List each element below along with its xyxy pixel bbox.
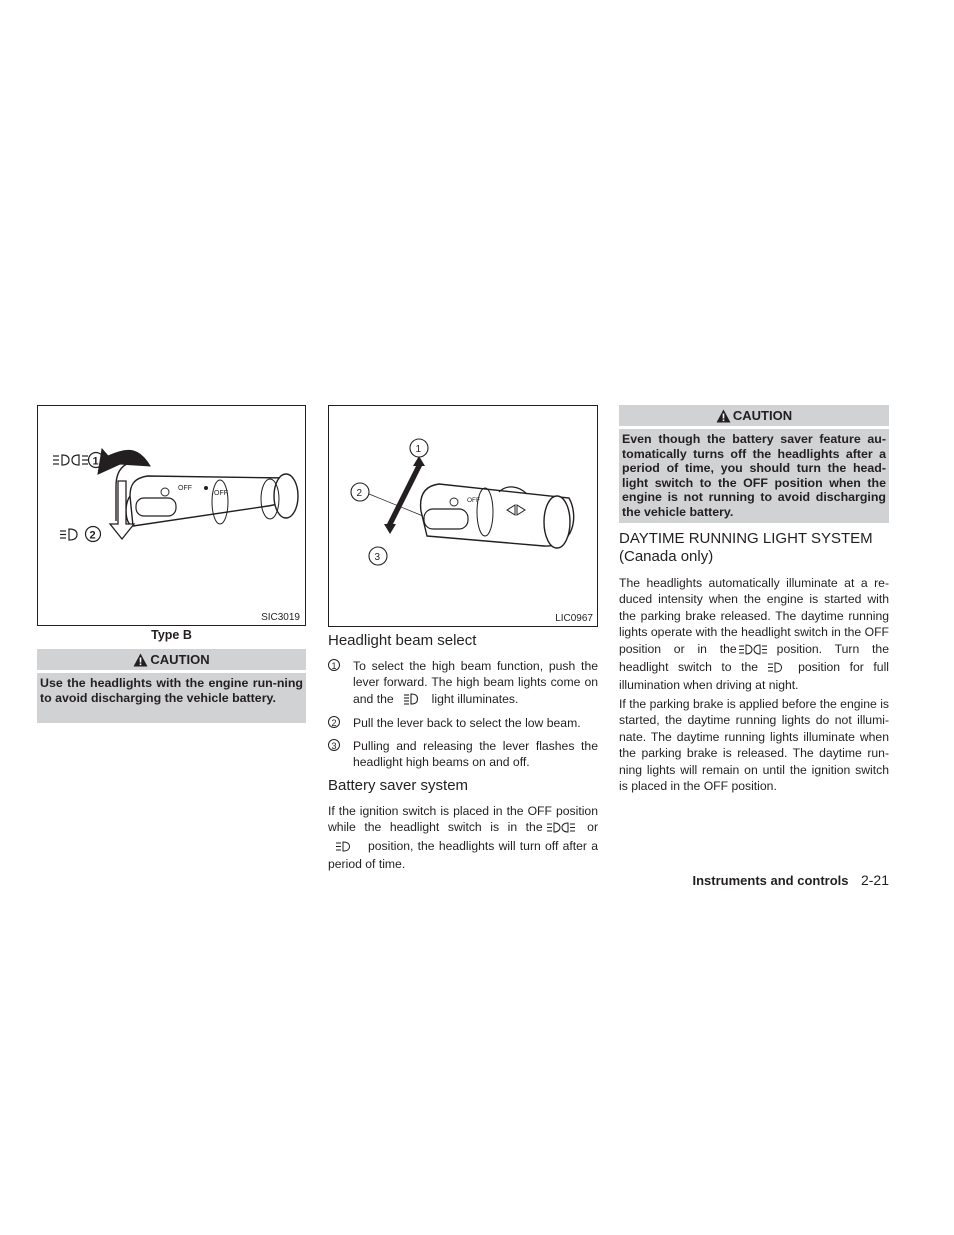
section-title-daytime-running-light [619, 530, 894, 566]
parking-light-icon [547, 822, 575, 833]
parking-light-icon [53, 455, 88, 465]
item-text: Pull the lever back to select the low beam. [353, 716, 581, 730]
illus-number-2: 2 [89, 529, 96, 542]
headlight-icon [336, 841, 350, 852]
figure-headlight-switch-type-b [37, 405, 306, 626]
item-number: 2 [328, 716, 340, 728]
high-beam-indicator-icon [404, 693, 418, 705]
caution-label: CAUTION [150, 652, 210, 667]
headlight-icon [768, 662, 782, 673]
footer-section-name: Instruments and controls [692, 873, 849, 888]
para1-part-a: The headlights automatically illuminate at a re-duced intensity when the engine is started with the parking brake released. The daytime running lights operate with the headlight switch in the OFF position or in the [619, 576, 889, 656]
item-text: To select the high beam function, push the lever forward. The high beam lights come on and the [353, 659, 598, 706]
battery-text-3: position, the headlights will turn off after a period of time. [328, 838, 598, 872]
para1-part-c: position for full illumination when driving at night. [619, 660, 889, 693]
caution-body-left: Use the headlights with the engine run-ning to avoid discharging the vehicle battery. [37, 673, 306, 723]
para1-part-b: position. Turn the headlight switch to the [619, 641, 889, 675]
list-item-3 [328, 738, 598, 771]
illus-off-label-1: OFF [178, 485, 192, 492]
illus-off-label-2: OFF [214, 490, 228, 497]
item-text: Pulling and releasing the lever flashes the headlight high beams on and off. [353, 739, 598, 770]
fig-label-1: 1 [415, 444, 422, 455]
list-item-2 [328, 715, 598, 731]
section-title-line2: (Canada only) [619, 548, 714, 565]
item-text-after: light illuminates. [431, 691, 519, 706]
section-title-headlight-beam-select: Headlight beam select [328, 632, 477, 649]
caution-heading-left [37, 649, 306, 670]
caution-label: CAUTION [732, 408, 793, 423]
daytime-paragraph-1 [619, 575, 889, 694]
fig-label-2: 2 [356, 488, 363, 499]
item-number: 1 [328, 659, 340, 671]
illus-off-label: OFF [467, 497, 480, 504]
warning-triangle-icon [716, 409, 731, 423]
headlight-switch-illustration [38, 406, 305, 625]
figure-caption: Type B [151, 628, 192, 642]
figure-headlight-beam-select [328, 405, 598, 627]
parking-light-icon [739, 644, 767, 655]
daytime-paragraph-2: If the parking brake is applied before the engine is started, the daytime running lights do not illumi-nate. The daytime running lights illuminate when the parking brake is released. The daytime run-ning lights will remain on until the ignition switch is placed in the OFF position. [619, 697, 889, 794]
list-item-1 [328, 658, 598, 709]
warning-triangle-icon [133, 653, 148, 667]
page-number: 2-21 [860, 872, 889, 888]
figure-code: LIC0967 [555, 613, 593, 624]
section-title-battery-saver: Battery saver system [328, 777, 469, 794]
battery-saver-text [328, 803, 598, 873]
illus-number-1: 1 [92, 455, 99, 468]
beam-select-illustration [329, 406, 597, 626]
fig-label-3: 3 [374, 552, 381, 563]
figure-code: SIC3019 [261, 612, 300, 623]
caution-body-right: Even though the battery saver feature au-tomatically turns off the headlights after a period of time, you should turn the head-light switch to the OFF position when the engine is not running to avoid discharging the vehicle battery. [619, 429, 889, 523]
page-footer [619, 872, 889, 890]
caution-heading-right [619, 405, 889, 426]
headlight-icon [60, 529, 77, 540]
battery-text-1: If the ignition switch is placed in the OFF position while the headlight switch is in the [328, 804, 598, 835]
section-title-line1: DAYTIME RUNNING LIGHT SYSTEM [619, 530, 873, 547]
battery-text-2: or [587, 820, 599, 835]
item-number: 3 [328, 739, 340, 751]
